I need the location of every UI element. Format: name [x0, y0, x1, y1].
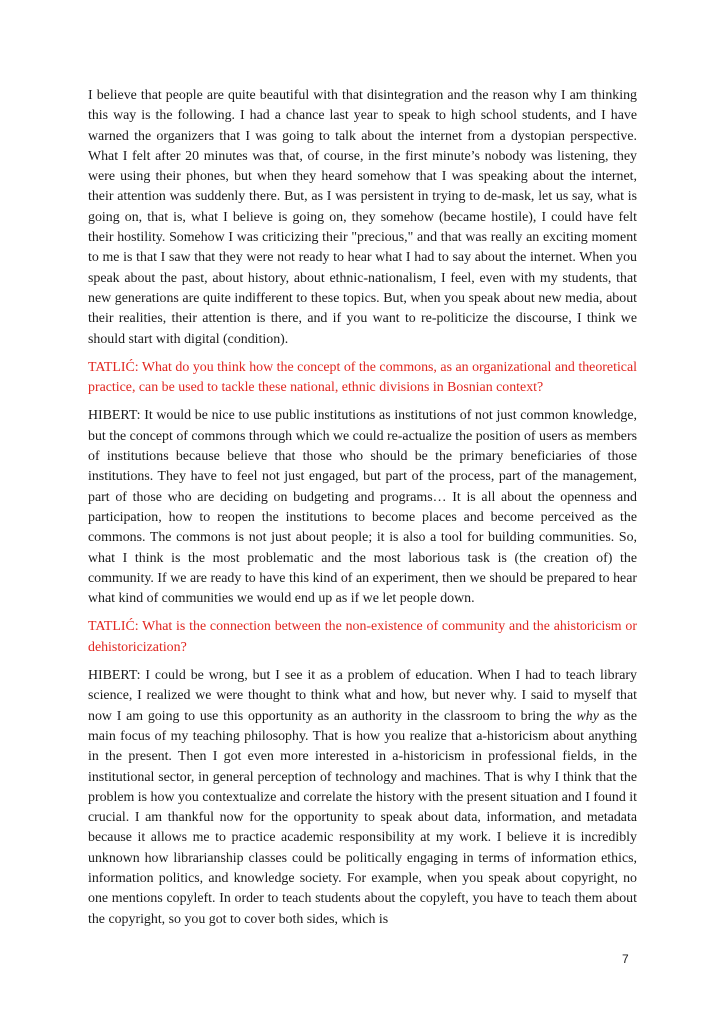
page-body	[88, 86, 637, 938]
emphasis-word: why	[576, 708, 599, 724]
paragraph-question-2: TATLIĆ: What is the connection between the non-existence of community and the ahistoricism or dehistoricization?	[88, 619, 637, 655]
paragraph-text-after-emphasis: as the main focus of my teaching philosophy. That is how you realize that a-historicism about anything in the present. Then I got even more interested in a-historicism in professional fields, in the institutional sector, in general perception of technology and machines. That is why I think that the problem is how you contextualize and correlate the history with the present situation and I found it crucial. I am thankful now for the opportunity to speak about data, information, and metadata because it allows me to practice academic responsibility at my work. I believe it is incredibly unknown how librarianship classes could be politically engaging in terms of information ethics, information politics, and knowledge society. For example, when you speak about copyright, no one mentions copyleft. In order to teach students about the copyleft, you have to teach them about the copyright, so you got to cover both sides, which is	[88, 708, 637, 927]
paragraph-answer-2: HIBERT: It would be nice to use public institutions as institutions of not just common knowledge, but the concept of commons through which we could re-actualize the position of users as members of institutions because believe that those who should be the primary beneficiaries of those institutions. They have to feel not just engaged, but part of the process, part of the management, part of those who are deciding on budgeting and programs… It is all about the openness and participation, how to reopen the institutions to become places and become perceived as the commons. The commons is not just about people; it is also a tool for building communities. So, what I think is the most problematic and the most laborious task is (the creation of) the community. If we are ready to have this kind of an experiment, then we should be prepared to hear what kind of communities we would end up as if we let people down.	[88, 408, 637, 607]
paragraph-question-1: TATLIĆ: What do you think how the concept of the commons, as an organizational and theoretical practice, can be used to tackle these national, ethnic divisions in Bosnian context?	[88, 359, 637, 396]
paragraph-answer-1: I believe that people are quite beautiful with that disintegration and the reason why I am thinking this way is the following. I had a chance last year to speak to high school students, and I have warned the organizers that I was going to talk about the internet from a dystopian perspective. What I felt after 20 minutes was that, of course, in the first minute’s nobody was listening, they were using their phones, but when they heard somehow that I was speaking about the internet, their attention was suddenly there. But, as I was persistent in trying to de-mask, let us say, what is going on, that is, what I believe is going on, they somehow (became hostile), I could have felt their hostility. Somehow I was criticizing their "precious," and that was really an exciting moment to me is that I saw that they were not ready to hear what I had to say about the internet. When you speak about the past, about history, about ethnic-nationalism, I feel, even with my students, that new generations are quite indifferent to these topics. But, when you speak about new media, about their realities, their attention is there, and if you want to re-politicize the discourse, I think we should start with digital (condition).	[88, 88, 637, 347]
paragraph-text-before-emphasis: HIBERT: I could be wrong, but I see it as a problem of education. When I had to teach library science, I realized we were thought to think what and how, but never why. I said to myself that now I am going to use this opportunity as an authority in the classroom to bring the	[88, 668, 637, 724]
paragraph-answer-3	[88, 666, 637, 930]
page-number: 7	[622, 952, 629, 966]
